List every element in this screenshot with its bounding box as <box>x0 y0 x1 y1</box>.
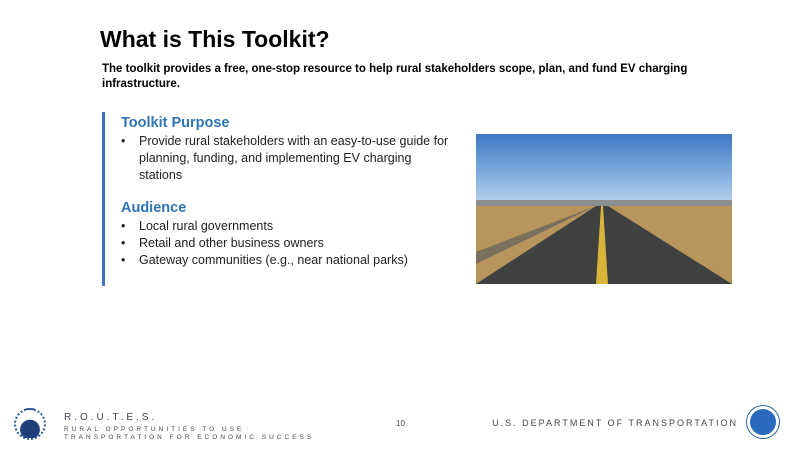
routes-full-name: RURAL OPPORTUNITIES TO USE TRANSPORTATION FOR ECONOMIC SUCCESS <box>64 426 315 441</box>
routes-logo-icon <box>14 408 46 440</box>
road-photo <box>476 134 732 284</box>
purpose-heading: Toolkit Purpose <box>121 115 230 131</box>
list-item: • Gateway communities (e.g., near national parks) <box>121 252 452 269</box>
list-item: • Local rural governments <box>121 218 452 235</box>
audience-heading: Audience <box>121 200 187 216</box>
dot-label: U.S. DEPARTMENT OF TRANSPORTATION <box>492 418 738 428</box>
dot-seal-icon <box>747 406 779 438</box>
content-panel <box>102 112 452 286</box>
list-item: • Provide rural stakeholders with an easy-to-use guide for planning, funding, and implementing EV charging stations <box>121 133 452 184</box>
page-number: 10 <box>396 419 405 428</box>
subtitle: The toolkit provides a free, one-stop resource to help rural stakeholders scope, plan, and fund EV charging infrastructure. <box>102 63 688 90</box>
routes-label: R.O.U.T.E.S. <box>64 412 158 423</box>
page-title: What is This Toolkit? <box>100 26 330 52</box>
list-item: • Retail and other business owners <box>121 235 452 252</box>
